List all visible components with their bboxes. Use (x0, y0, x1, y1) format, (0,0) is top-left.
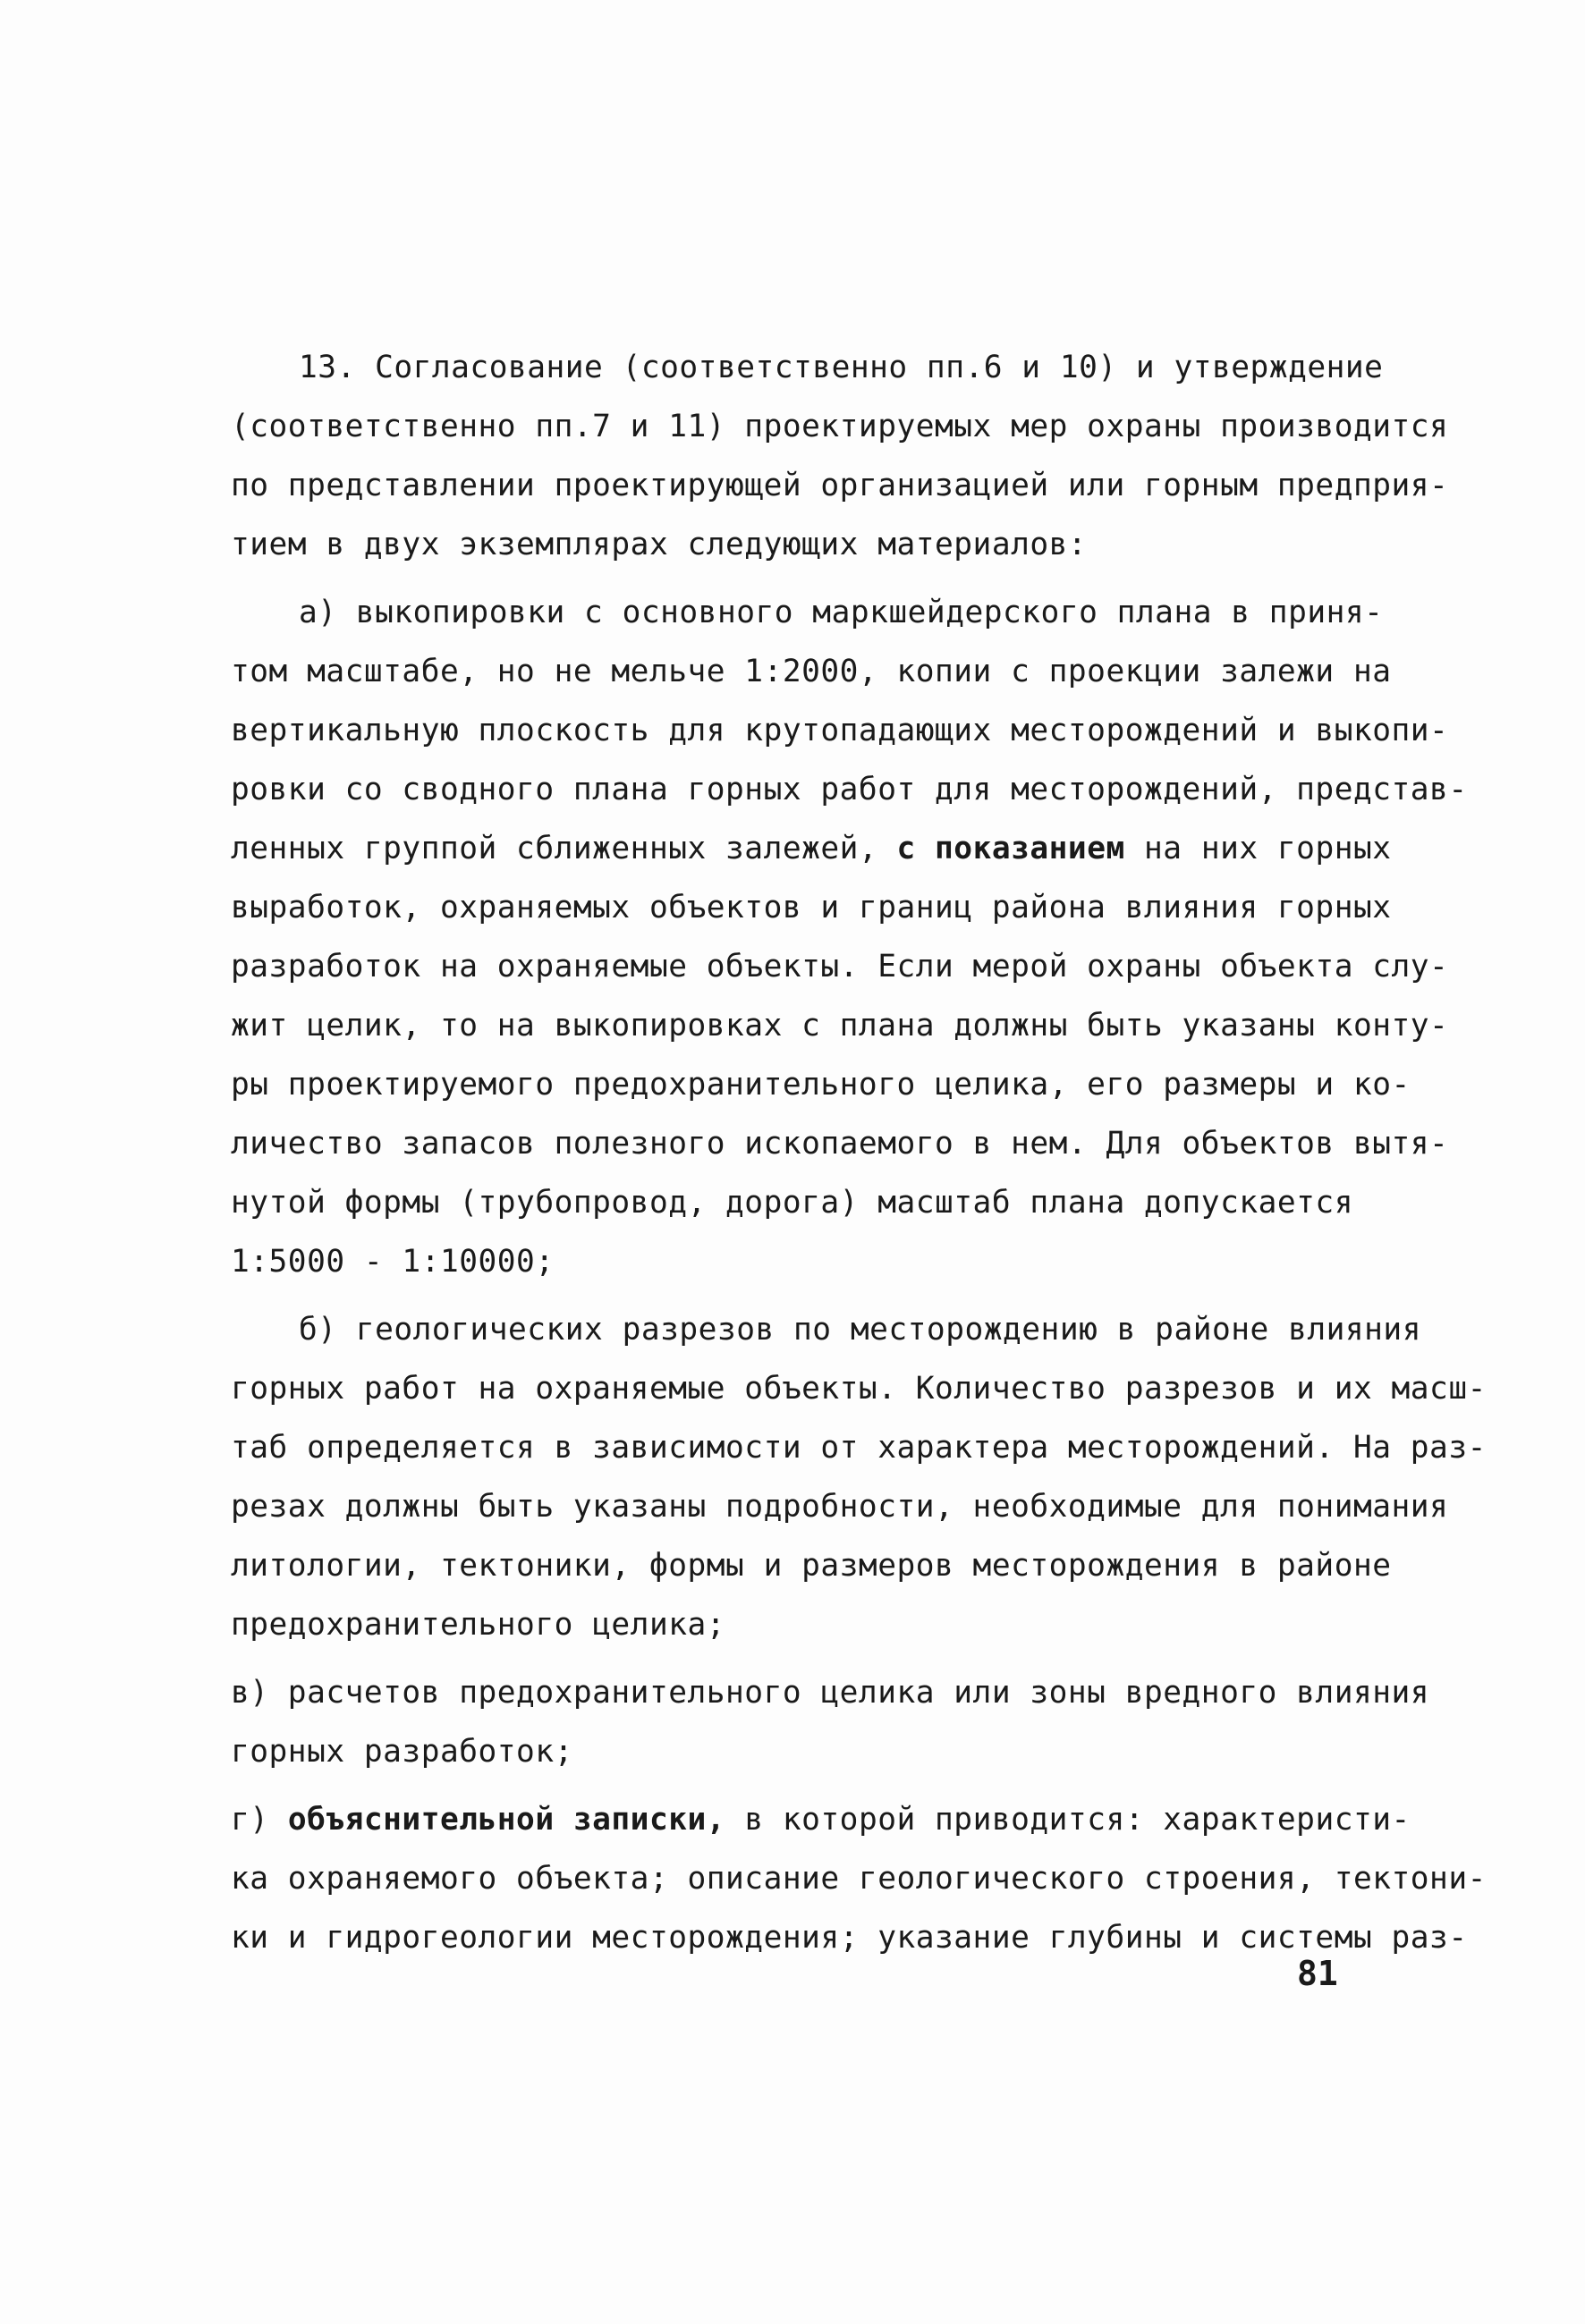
item-a-line-5 (231, 819, 1394, 878)
item-b-line-4: резах должны быть указаны подробности, необходимые для понимания (231, 1489, 1449, 1525)
paragraph-13-line-1: 13. Согласование (соответственно пп.6 и 10) и утверждение (299, 350, 1384, 385)
item-g-marker: г) (231, 1802, 288, 1838)
item-a-line-8: жит целик, то на выкопировках с плана должны быть указаны конту- (231, 1008, 1449, 1044)
paragraph-13-line-2: (соответственно пп.7 и 11) проектируемых мер охраны производится (231, 409, 1449, 444)
item-a-line-11: нутой формы (трубопровод, дорога) масштаб плана допускается (231, 1185, 1353, 1221)
item-a-line-5-end: на них горных (1124, 831, 1392, 866)
item-g-line-1-end: в которой приводится: характеристи- (725, 1802, 1411, 1838)
item-g-line-3: ки и гидрогеологии месторождения; указание глубины и системы раз- (231, 1920, 1468, 1956)
item-a-line-7: разработок на охраняемые объекты. Если мерой охраны объекта слу- (231, 949, 1449, 985)
paragraph-13-line-4: тием в двух экземплярах следующих материалов: (231, 527, 1088, 562)
item-a-line-1: а) выкопировки с основного маркшейдерского плана в приня- (299, 595, 1384, 630)
item-b-line-5: литологии, тектоники, формы и размеров месторождения в районе (231, 1548, 1392, 1584)
page-number: 81 (1297, 1954, 1338, 1993)
item-a-line-6: выработок, охраняемых объектов и границ района влияния горных (231, 890, 1392, 925)
item-b-line-6: предохранительного целика; (231, 1607, 726, 1643)
item-a-line-10: личество запасов полезного ископаемого в нем. Для объектов вытя- (231, 1126, 1449, 1162)
document-body (231, 338, 1487, 1967)
item-b-line-2: горных работ на охраняемые объекты. Количество разрезов и их масш- (231, 1371, 1487, 1407)
paragraph-13-line-3: по представлении проектирующей организацией или горным предприя- (231, 468, 1449, 503)
item-a-line-3: вертикальную плоскость для крутопадающих месторождений и выкопи- (231, 713, 1449, 748)
item-b-line-1: б) геологических разрезов по месторождению в районе влияния (299, 1312, 1421, 1348)
emphasis-obyasnitelnoy-zapiski: объяснительной записки, (287, 1802, 726, 1838)
item-a-line-9: ры проектируемого предохранительного целика, его размеры и ко- (231, 1067, 1411, 1103)
emphasis-pokazaniem: с показанием (877, 831, 1125, 866)
item-b-line-3: таб определяется в зависимости от характера месторождений. На раз- (231, 1430, 1487, 1466)
item-v-line-1: в) расчетов предохранительного целика или зоны вредного влияния (231, 1675, 1430, 1711)
item-a-line-2: том масштабе, но не мельче 1:2000, копии с проекции залежи на (231, 654, 1392, 689)
item-a-line-4: ровки со сводного плана горных работ для месторождений, представ- (231, 772, 1468, 807)
item-a-line-12: 1:5000 - 1:10000; (231, 1244, 555, 1280)
item-a-line-5-start: ленных группой сближенных залежей, (231, 831, 878, 866)
item-g-line-1 (231, 1790, 1411, 1849)
item-v-line-2: горных разработок; (231, 1734, 573, 1770)
item-g-line-2: ка охраняемого объекта; описание геологического строения, тектони- (231, 1861, 1487, 1897)
